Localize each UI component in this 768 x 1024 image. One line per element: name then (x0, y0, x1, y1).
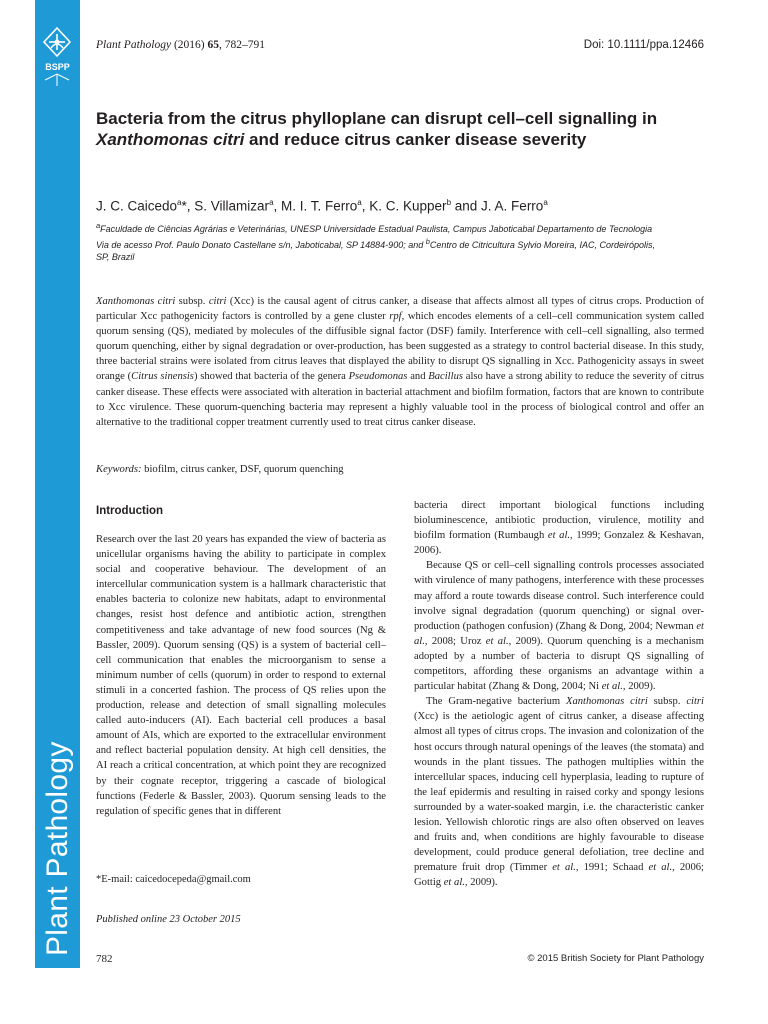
bspp-logo (35, 22, 80, 92)
published-date: Published online 23 October 2015 (96, 914, 241, 925)
author-affiliation-mark: a (357, 198, 362, 207)
doi[interactable]: Doi: 10.1111/ppa.12466 (583, 39, 704, 51)
text-run: subsp. (647, 696, 687, 708)
italic-run: Xanthomonas citri (96, 296, 176, 307)
text-run: Because QS or cell–cell signalling controls processes associated with virulence of many pathogens, interference with these processes may afford a route towards disease control. Such interference could involve signal degradation (quorum quenching) or signal over-production (pathogen confusion) (Zhang & Dong, 2004; Newman (414, 560, 704, 632)
author-affiliation-mark: a (543, 198, 548, 207)
corresponding-email: *E-mail: caicedocepeda@gmail.com (96, 874, 251, 885)
intro-paragraph-3 (414, 694, 704, 890)
italic-run: et al. (414, 620, 704, 647)
text-run: and (407, 371, 429, 383)
affiliation-b: Centro de Citricultura Sylvio Moreira, IAC, Cordeirópolis, SP, Brazil (96, 239, 655, 262)
intro-paragraph-continued (414, 498, 704, 558)
italic-run: et al. (547, 530, 571, 542)
text-run: , 1999; Gonzalez & Keshavan, 2006). (414, 530, 704, 557)
journal-name-vertical: Plant Pathology (41, 741, 74, 956)
italic-run: citri (208, 296, 227, 307)
italic-run: Xanthomonas citri (565, 696, 648, 708)
italic-run: et al. (552, 862, 576, 874)
text-run: Research over the last 20 years has expanded the view of bacteria as unicellular organisms having the ability to participate in complex social and cooperative behaviour. The development of an intercellular communication system is a hallmark characteristic that enables bacteria to colonize new habitats, adapt to environmental changes, resist host defence and antibiotic action, strengthen competitiveness and take advantage of new food sources (Ng & Bassler, 2009). Quorum sensing (QS) is a system of bacterial cell–cell communication that enables the microorganism to sense a minimum number of cells (quorum) in order to respond to external stimuli in a concerted fashion. The process of QS relies upon the production, release and detection of small signalling molecules called auto-inducers (AI). Each bacterial cell produces a basal amount of AIs, which are exported to the extracellular environment and reflect bacterial population density. At high cell densities, the AI reach a critical concentration, at which point they are recognized by their cognate receptor, triggering a cascade of biological functions (Federle & Bassler, 2003). Quorum sensing leads to the regulation of specific genes that in different (96, 534, 386, 817)
author-separator: , (186, 198, 195, 214)
author-affiliation-mark: b (446, 198, 452, 207)
text-run: bacteria direct important biological functions including bioluminescence, antibiotic production, virulence, motility and biofilm formation (Rumbaugh (414, 500, 704, 542)
corresponding-author-mark: * (181, 198, 187, 214)
citation-volume: 65 (207, 39, 219, 51)
left-column (96, 498, 386, 819)
citation-journal: Plant Pathology (96, 39, 172, 51)
italic-run: Citrus sinensis (131, 371, 194, 383)
logo-text: BSPP (45, 62, 70, 72)
author-separator: and (451, 198, 482, 214)
author-separator: , (273, 198, 282, 214)
text-run: also have a strong ability to reduce the severity of citrus canker disease. These effects were associated with alteration in bacterial attachment and biofilm formation, factors that are known to contribute to Xcc virulence. These quorum-quenching bacteria may represent a highly valuable tool in the process of biological control and offer an alternative to the traditional copper treatment currently used to treat citrus canker disease. (96, 371, 705, 428)
italic-run: et al. (648, 862, 673, 874)
page-number: 782 (96, 953, 113, 965)
author-list (96, 194, 716, 215)
italic-run: rpf (389, 311, 402, 323)
affil-a-mark: a (96, 221, 101, 230)
keywords-list: biofilm, citrus canker, DSF, quorum quenching (141, 464, 344, 475)
author-name: S. Villamizar (194, 198, 270, 214)
italic-run: citri (686, 696, 704, 708)
intro-paragraph-1 (96, 532, 386, 819)
author-affiliation-mark: a (269, 198, 274, 207)
author-name: K. C. Kupper (369, 198, 447, 214)
introduction-heading: Introduction (96, 505, 164, 517)
text-run: ) showed that bacteria of the genera (193, 371, 349, 383)
title-italic: Xanthomonas citri (96, 130, 245, 149)
author-affiliation-mark: a (177, 198, 182, 207)
text-run: , 1991; Schaad (575, 862, 649, 874)
citation-header (96, 38, 265, 52)
italic-run: et al. (485, 635, 509, 647)
copyright-notice: © 2015 British Society for Plant Pathology (527, 953, 704, 964)
title-part-1: Bacteria from the citrus phylloplane can disrupt cell–cell signalling in (96, 109, 658, 128)
affiliation-a: Faculdade de Ciências Agrárias e Veterinárias, UNESP Universidade Estadual Paulista, Campus Jaboticabal Departamento de Tecnologia Via de acesso Prof. Paulo Donato Castellane s/n, Jaboticabal, SP 14884-900; and (96, 224, 653, 250)
text-run: , 2008; Uroz (424, 635, 486, 647)
abstract (96, 294, 704, 430)
italic-run: Bacillus (428, 371, 463, 383)
text-run: , 2009). (622, 681, 656, 693)
author-separator: , (361, 198, 370, 214)
citation-pages: , 782–791 (218, 39, 265, 51)
keywords-label: Keywords: (96, 464, 142, 475)
text-run: subsp. (175, 296, 209, 307)
text-run: , 2006; Gottig (414, 862, 704, 889)
text-run: (Xcc) is the aetiologic agent of citrus canker, a disease affecting almost all types of citrus crops. The invasion and colonization of the host occurs through natural openings of the leaves (the stomata) and wounds in the plant tissues. The pathogen multiplies within the intercellular spaces, inducing cell hyperplasia, leading to rupture of the leaf epidermis and resulting in raised corky and spongy lesions surrounded by a water-soaked margin, i.e. the characteristic canker lesion. Yellowish chlorotic rings are also often observed on leaves and fruits and, when conditions are highly favourable to disease development, could produce general defoliation, tree decline and premature fruit drop (Timmer (414, 711, 704, 874)
text-run: , 2009). (464, 877, 498, 889)
author-name: J. C. Caicedo (96, 198, 178, 214)
article-title (96, 108, 696, 150)
right-column (414, 498, 704, 890)
italic-run: Pseudomonas (348, 371, 408, 383)
keywords (96, 462, 704, 477)
affil-b-mark: b (425, 236, 430, 246)
citation-year: (2016) (171, 39, 208, 51)
title-part-2: and reduce citrus canker disease severity (244, 130, 587, 149)
text-run: , 2009). Quorum quenching is a mechanism adopted by a number of bacteria to disrupt QS signalling of competitors, affording these organisms an advantage within a particular habitat (Zhang & Dong, 2004; Ni (414, 635, 705, 693)
text-run: (Xcc) is the causal agent of citrus canker, a disease that affects almost all types of citrus crops. Production of particular Xcc pathogenicity factors is controlled by a gene cluster (96, 296, 704, 323)
text-run: The Gram-negative bacterium (426, 696, 566, 708)
text-run: , which encodes elements of a cell–cell communication system called quorum sensing (QS), mediated by molecules of the diffusible signal factor (DSF) family. Interference with cell–cell signalling, also termed quorum quenching, either by signal degradation or over-production, has been suggested as a strategy to control bacterial disease. In this study, three bacterial strains were isolated from citrus leaves that displayed the ability to disrupt QS signalling in Xcc. Pathogenicity assays in sweet orange ( (96, 311, 705, 383)
author-name: M. I. T. Ferro (281, 198, 358, 214)
intro-paragraph-2 (414, 558, 704, 694)
italic-run: et al. (443, 877, 465, 889)
author-name: J. A. Ferro (481, 198, 544, 214)
affiliations (96, 220, 656, 264)
italic-run: et al. (601, 681, 623, 693)
